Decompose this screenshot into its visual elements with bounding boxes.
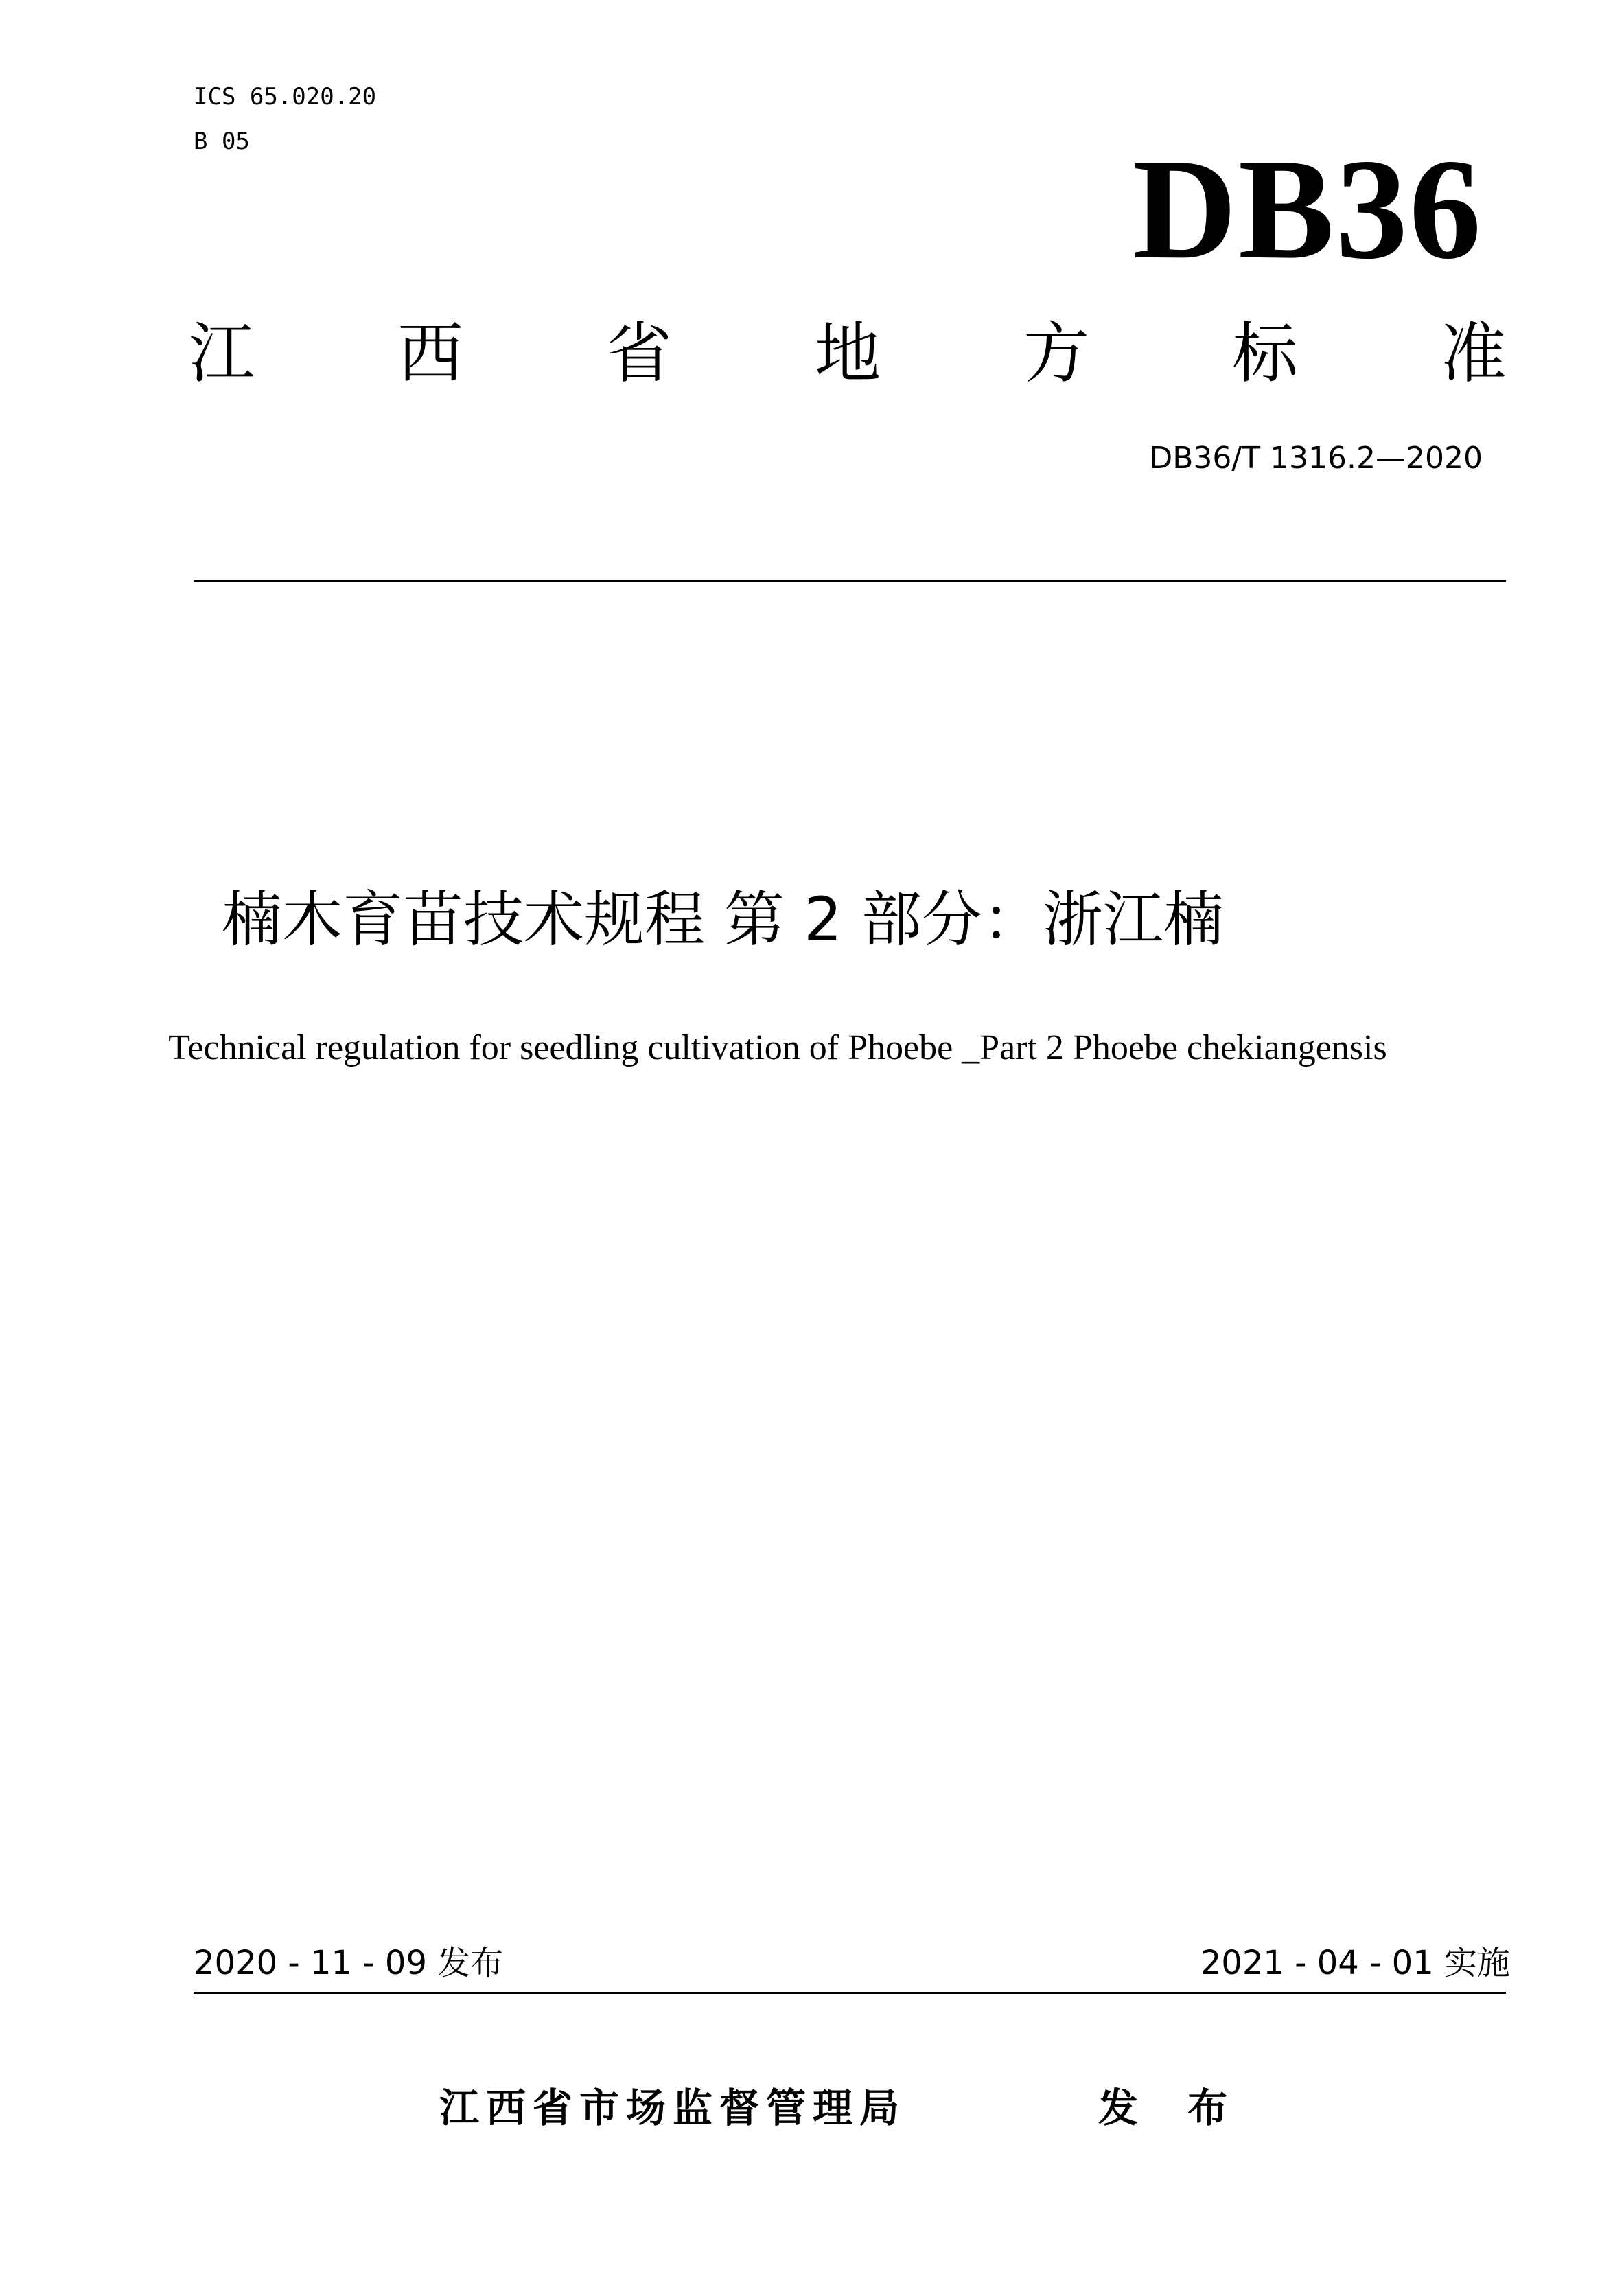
standard-type-char: 江 — [189, 315, 255, 392]
document-title-english: Technical regulation for seedling cultivation of Phoebe _Part 2 Phoebe chekiangensis — [168, 1028, 1387, 1067]
standard-type-char: 地 — [815, 315, 881, 392]
db36-logo: DB36 — [1133, 130, 1483, 289]
bottom-divider — [194, 1992, 1506, 1994]
top-divider — [194, 580, 1506, 582]
standard-number: DB36/T 1316.2—2020 — [1149, 441, 1483, 476]
implementation-date: 2021 - 04 - 01 实施 — [1200, 1944, 1510, 1982]
document-title-chinese: 楠木育苗技术规程 第 2 部分：浙江楠 — [222, 884, 1224, 955]
ics-code: ICS 65.020.20 — [194, 83, 377, 111]
standard-type-char: 准 — [1441, 315, 1507, 392]
classification-code: B 05 — [194, 128, 250, 155]
standard-type-title — [189, 309, 1507, 398]
issue-date: 2020 - 11 - 09 发布 — [194, 1944, 504, 1982]
standard-type-char: 西 — [397, 315, 463, 392]
standard-type-char: 省 — [606, 315, 672, 392]
standard-type-char: 标 — [1232, 315, 1298, 392]
standard-type-char: 方 — [1023, 315, 1089, 392]
issuing-authority: 江西省市场监督管理局 — [439, 2085, 907, 2131]
publish-label: 发 布 — [1098, 2085, 1246, 2131]
